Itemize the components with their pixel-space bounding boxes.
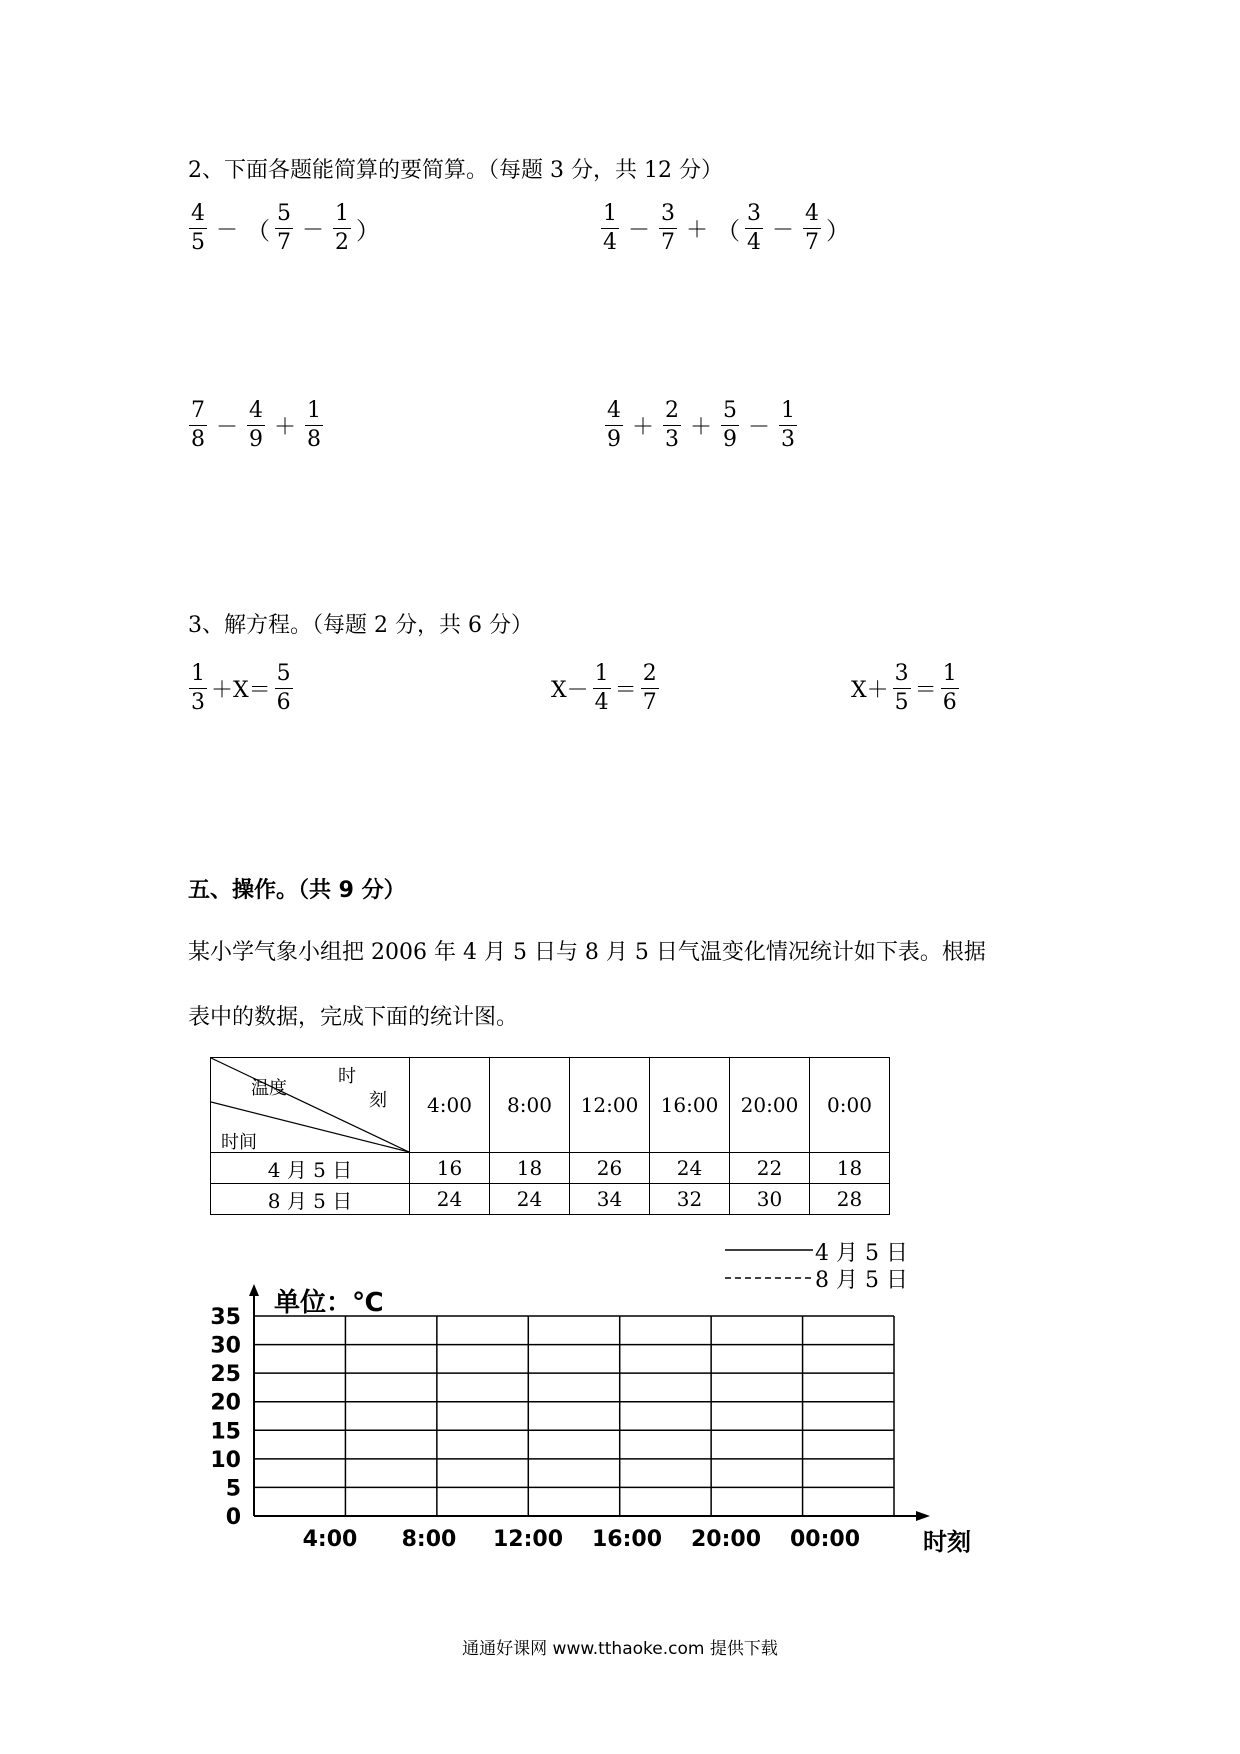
table-cell: 30 xyxy=(730,1184,810,1215)
x-axis-label: 时刻 xyxy=(923,1528,971,1556)
row-label: 8 月 5 日 xyxy=(211,1184,410,1215)
corner-label-time-a: 时 xyxy=(338,1066,356,1087)
fraction: $\frac{2}{3}$ xyxy=(665,398,680,452)
section2-heading: 2、下面各题能简算的要简算。（每题 3 分，共 12 分） xyxy=(188,158,723,183)
legend-label-aug5: 8 月 5 日 xyxy=(815,1268,908,1293)
y-tick-label: 15 xyxy=(210,1419,241,1445)
y-tick-label: 20 xyxy=(210,1390,241,1416)
table-cell: 26 xyxy=(570,1153,650,1184)
table-cell: 34 xyxy=(570,1184,650,1215)
fraction: $\frac{4}{9}$ xyxy=(607,398,621,452)
col-header-time: 12:00 xyxy=(570,1058,650,1153)
fraction: $\frac{5}{9}$ xyxy=(723,398,738,452)
section5-paragraph-line1: 某小学气象小组把 2006 年 4 月 5 日与 8 月 5 日气温变化情况统计如下表。根据 xyxy=(188,940,986,965)
problem-2-3: $\frac{7}{8}$ － $\frac{4}{9}$ ＋ $\frac{1}{8}$ xyxy=(191,398,322,452)
table-cell: 22 xyxy=(730,1153,810,1184)
fraction: $\frac{2}{7}$ xyxy=(642,661,657,715)
table-cell: 18 xyxy=(490,1153,570,1184)
fraction: $\frac{1}{2}$ xyxy=(335,201,350,255)
col-header-time: 0:00 xyxy=(810,1058,890,1153)
row-label: 4 月 5 日 xyxy=(211,1153,410,1184)
col-header-time: 8:00 xyxy=(490,1058,570,1153)
corner-label-temp: 温度 xyxy=(251,1078,287,1099)
footer-source: 通通好课网 www.tthaoke.com 提供下载 xyxy=(462,1639,778,1659)
problem-2-4: $\frac{4}{9}$ ＋ $\frac{2}{3}$ ＋ $\frac{5}{9}$ － $\frac{1}{3}$ xyxy=(607,398,796,452)
fraction: $\frac{4}{9}$ xyxy=(249,398,264,452)
table-cell: 18 xyxy=(810,1153,890,1184)
col-header-time: 16:00 xyxy=(650,1058,730,1153)
table-cell: 24 xyxy=(490,1184,570,1215)
y-tick-label: 0 xyxy=(225,1505,241,1530)
y-axis-arrow-icon xyxy=(249,1284,259,1296)
fraction: $\frac{5}{6}$ xyxy=(276,661,291,715)
x-axis-arrow-icon xyxy=(916,1511,930,1521)
table-cell: 32 xyxy=(650,1184,730,1215)
unit-label: 单位：℃ xyxy=(274,1288,384,1318)
y-tick-label: 25 xyxy=(210,1362,241,1388)
grid-lines xyxy=(249,1284,930,1521)
x-tick-label: 16:00 xyxy=(591,1527,663,1552)
section5-heading: 五、操作。（共 9 分） xyxy=(188,878,406,903)
fraction: $\frac{4}{5}$ xyxy=(191,201,205,255)
fraction: $\frac{1}{4}$ xyxy=(603,201,617,255)
section3-heading: 3、解方程。（每题 2 分，共 6 分） xyxy=(188,613,533,638)
section5-paragraph-line2: 表中的数据，完成下面的统计图。 xyxy=(188,1005,519,1030)
y-tick-label: 35 xyxy=(210,1305,241,1330)
fraction: $\frac{1}{8}$ xyxy=(307,398,322,452)
equation-2: X－ $\frac{1}{4}$ ＝ $\frac{2}{7}$ xyxy=(551,661,657,715)
table-cell: 28 xyxy=(810,1184,890,1215)
fraction: $\frac{3}{7}$ xyxy=(661,201,676,255)
corner-label-time-b: 刻 xyxy=(369,1090,387,1111)
problem-2-2: $\frac{1}{4}$ － $\frac{3}{7}$ ＋ （ $\frac{3}{4}$ － $\frac{4}{7}$ ） xyxy=(603,201,851,255)
table-cell: 16 xyxy=(410,1153,490,1184)
y-tick-label: 5 xyxy=(225,1476,241,1502)
grid-tick-labels xyxy=(210,1305,860,1552)
equation-3: X＋ $\frac{3}{5}$ ＝ $\frac{1}{6}$ xyxy=(851,661,957,715)
fraction: $\frac{7}{8}$ xyxy=(191,398,205,452)
x-tick-label: 12:00 xyxy=(492,1527,564,1552)
table-cell: 24 xyxy=(410,1184,490,1215)
col-header-time: 4:00 xyxy=(410,1058,490,1153)
fraction: $\frac{1}{3}$ xyxy=(191,661,205,715)
col-header-time: 20:00 xyxy=(730,1058,810,1153)
table-cell: 24 xyxy=(650,1153,730,1184)
fraction: $\frac{3}{4}$ xyxy=(747,201,762,255)
fraction: $\frac{5}{7}$ xyxy=(277,201,292,255)
problem-2-1: $\frac{4}{5}$ － （ $\frac{5}{7}$ － $\frac{1}{2}$ ） xyxy=(191,201,381,255)
corner-label-date: 时间 xyxy=(221,1132,257,1153)
fraction: $\frac{3}{5}$ xyxy=(894,661,909,715)
legend-label-apr5: 4 月 5 日 xyxy=(815,1241,908,1266)
fraction: $\frac{1}{6}$ xyxy=(942,661,957,715)
y-tick-label: 10 xyxy=(210,1447,241,1473)
y-tick-label: 30 xyxy=(210,1333,241,1359)
x-tick-label: 4:00 xyxy=(302,1527,358,1552)
fraction: $\frac{4}{7}$ xyxy=(805,201,820,255)
x-tick-label: 00:00 xyxy=(789,1527,861,1552)
fraction: $\frac{1}{3}$ xyxy=(781,398,796,452)
x-tick-label: 20:00 xyxy=(690,1527,762,1552)
fraction: $\frac{1}{4}$ xyxy=(594,661,609,715)
x-tick-label: 8:00 xyxy=(401,1527,457,1552)
equation-1: $\frac{1}{3}$ ＋X＝ $\frac{5}{6}$ xyxy=(191,661,291,715)
